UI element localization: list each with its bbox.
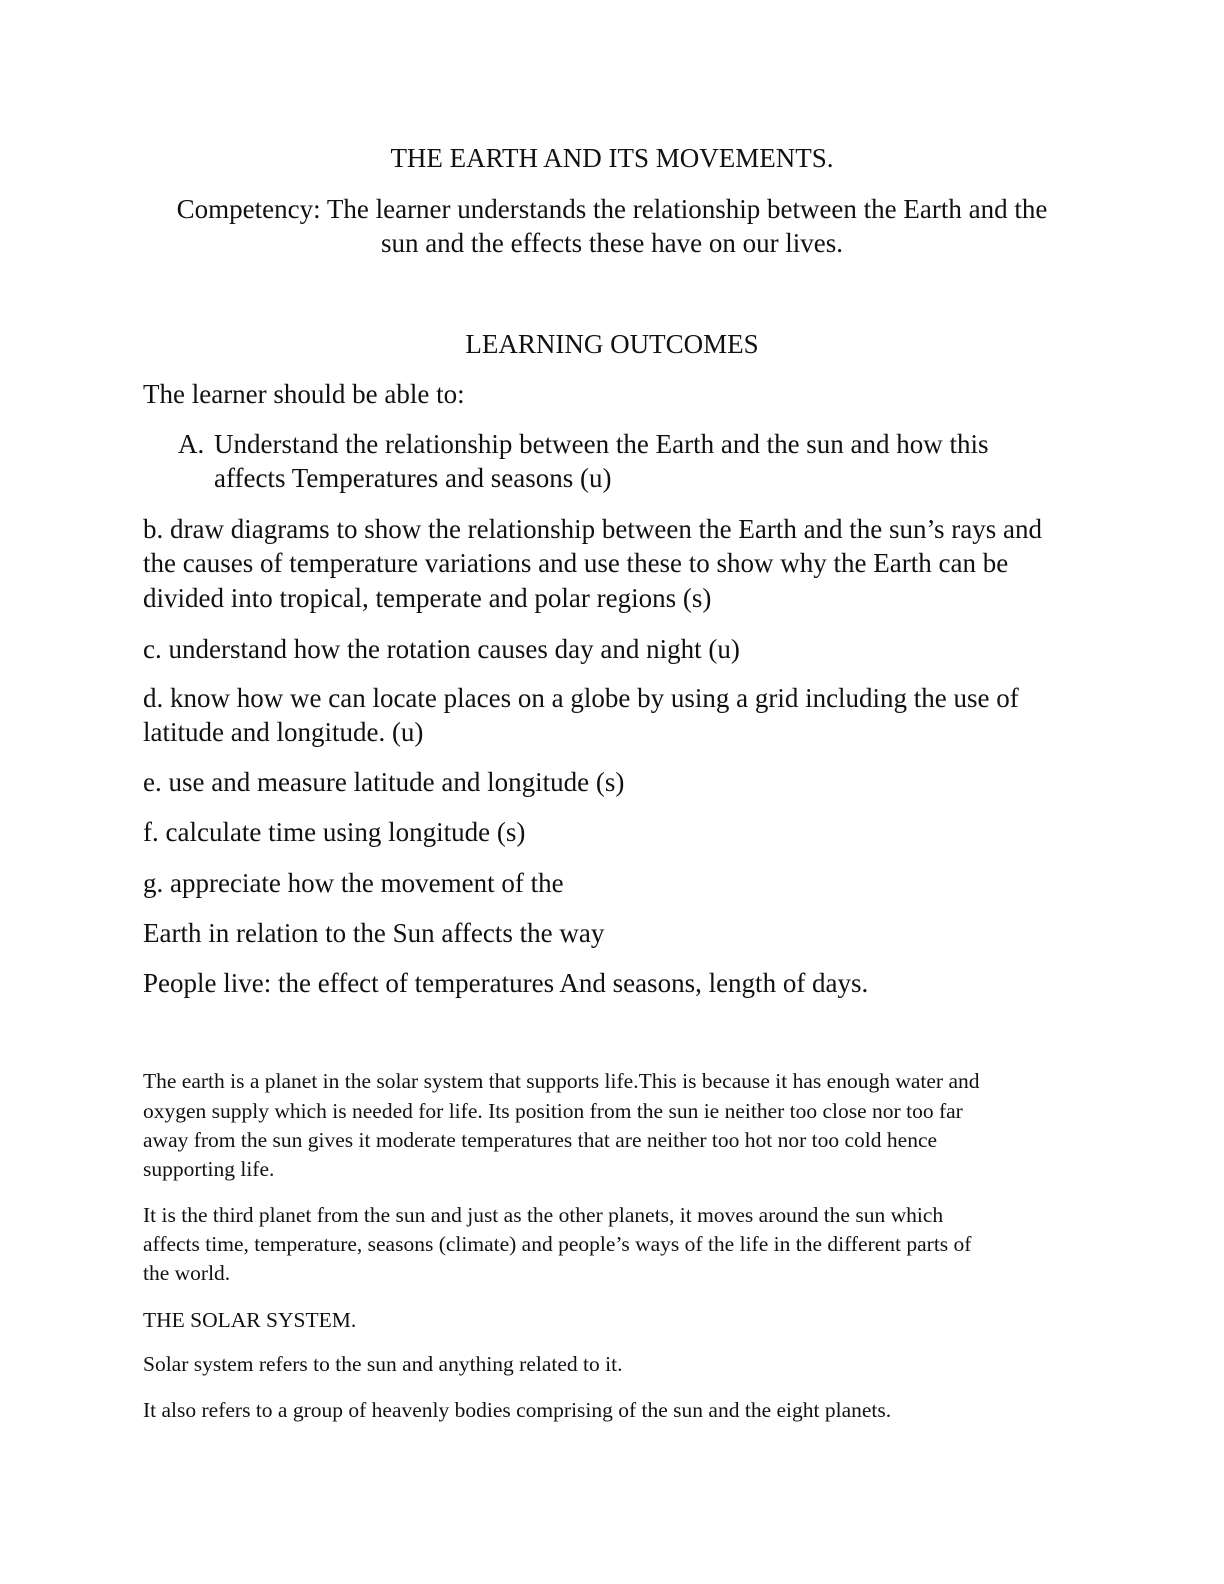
outcome-g-line-1: g. appreciate how the movement of the [143, 868, 564, 898]
outcome-a-marker: A. [178, 429, 205, 459]
outcome-b-line-1: b. draw diagrams to show the relationship between the Earth and the sun’s rays and [143, 514, 1043, 544]
paragraph-2-line-2: affects time, temperature, seasons (climate) and people’s ways of the life in the different parts of [143, 1232, 972, 1256]
paragraph-1-line-3: away from the sun gives it moderate temperatures that are neither too hot nor too cold hence [143, 1128, 938, 1152]
paragraph-1-line-2: oxygen supply which is needed for life. Its position from the sun ie neither too close nor too far [143, 1099, 963, 1123]
outcome-c: c. understand how the rotation causes day and night (u) [143, 634, 740, 664]
outcome-d-line-1: d. know how we can locate places on a globe by using a grid including the use of [143, 683, 1019, 713]
competency-line-2: sun and the effects these have on our lives. [380, 228, 844, 258]
outcomes-intro: The learner should be able to: [143, 379, 465, 409]
outcome-g-line-3: People live: the effect of temperatures And seasons, length of days. [143, 968, 869, 998]
paragraph-2-line-3: the world. [143, 1261, 231, 1285]
solar-system-definition-2: It also refers to a group of heavenly bodies comprising of the sun and the eight planets. [143, 1398, 892, 1422]
competency-line-1: Competency: The learner understands the relationship between the Earth and the [176, 194, 1048, 224]
paragraph-2-line-1: It is the third planet from the sun and just as the other planets, it moves around the sun which [143, 1203, 944, 1227]
document-title: THE EARTH AND ITS MOVEMENTS. [390, 143, 834, 173]
outcome-d-line-2: latitude and longitude. (u) [143, 717, 424, 747]
outcome-b-line-3: divided into tropical, temperate and polar regions (s) [143, 583, 712, 613]
outcome-b-line-2: the causes of temperature variations and use these to show why the Earth can be [143, 548, 1009, 578]
outcome-a-line-1: Understand the relationship between the Earth and the sun and how this [214, 429, 989, 459]
solar-system-heading: THE SOLAR SYSTEM. [143, 1308, 357, 1332]
solar-system-definition-1: Solar system refers to the sun and anything related to it. [143, 1352, 623, 1376]
outcome-e: e. use and measure latitude and longitude (s) [143, 767, 625, 797]
outcome-f: f. calculate time using longitude (s) [143, 817, 526, 847]
outcome-g-line-2: Earth in relation to the Sun affects the way [143, 918, 605, 948]
outcome-a-line-2: affects Temperatures and seasons (u) [214, 463, 612, 493]
paragraph-1-line-1: The earth is a planet in the solar system that supports life.This is because it has enough water and [143, 1069, 980, 1093]
learning-outcomes-heading: LEARNING OUTCOMES [465, 329, 759, 359]
paragraph-1-line-4: supporting life. [143, 1157, 275, 1181]
